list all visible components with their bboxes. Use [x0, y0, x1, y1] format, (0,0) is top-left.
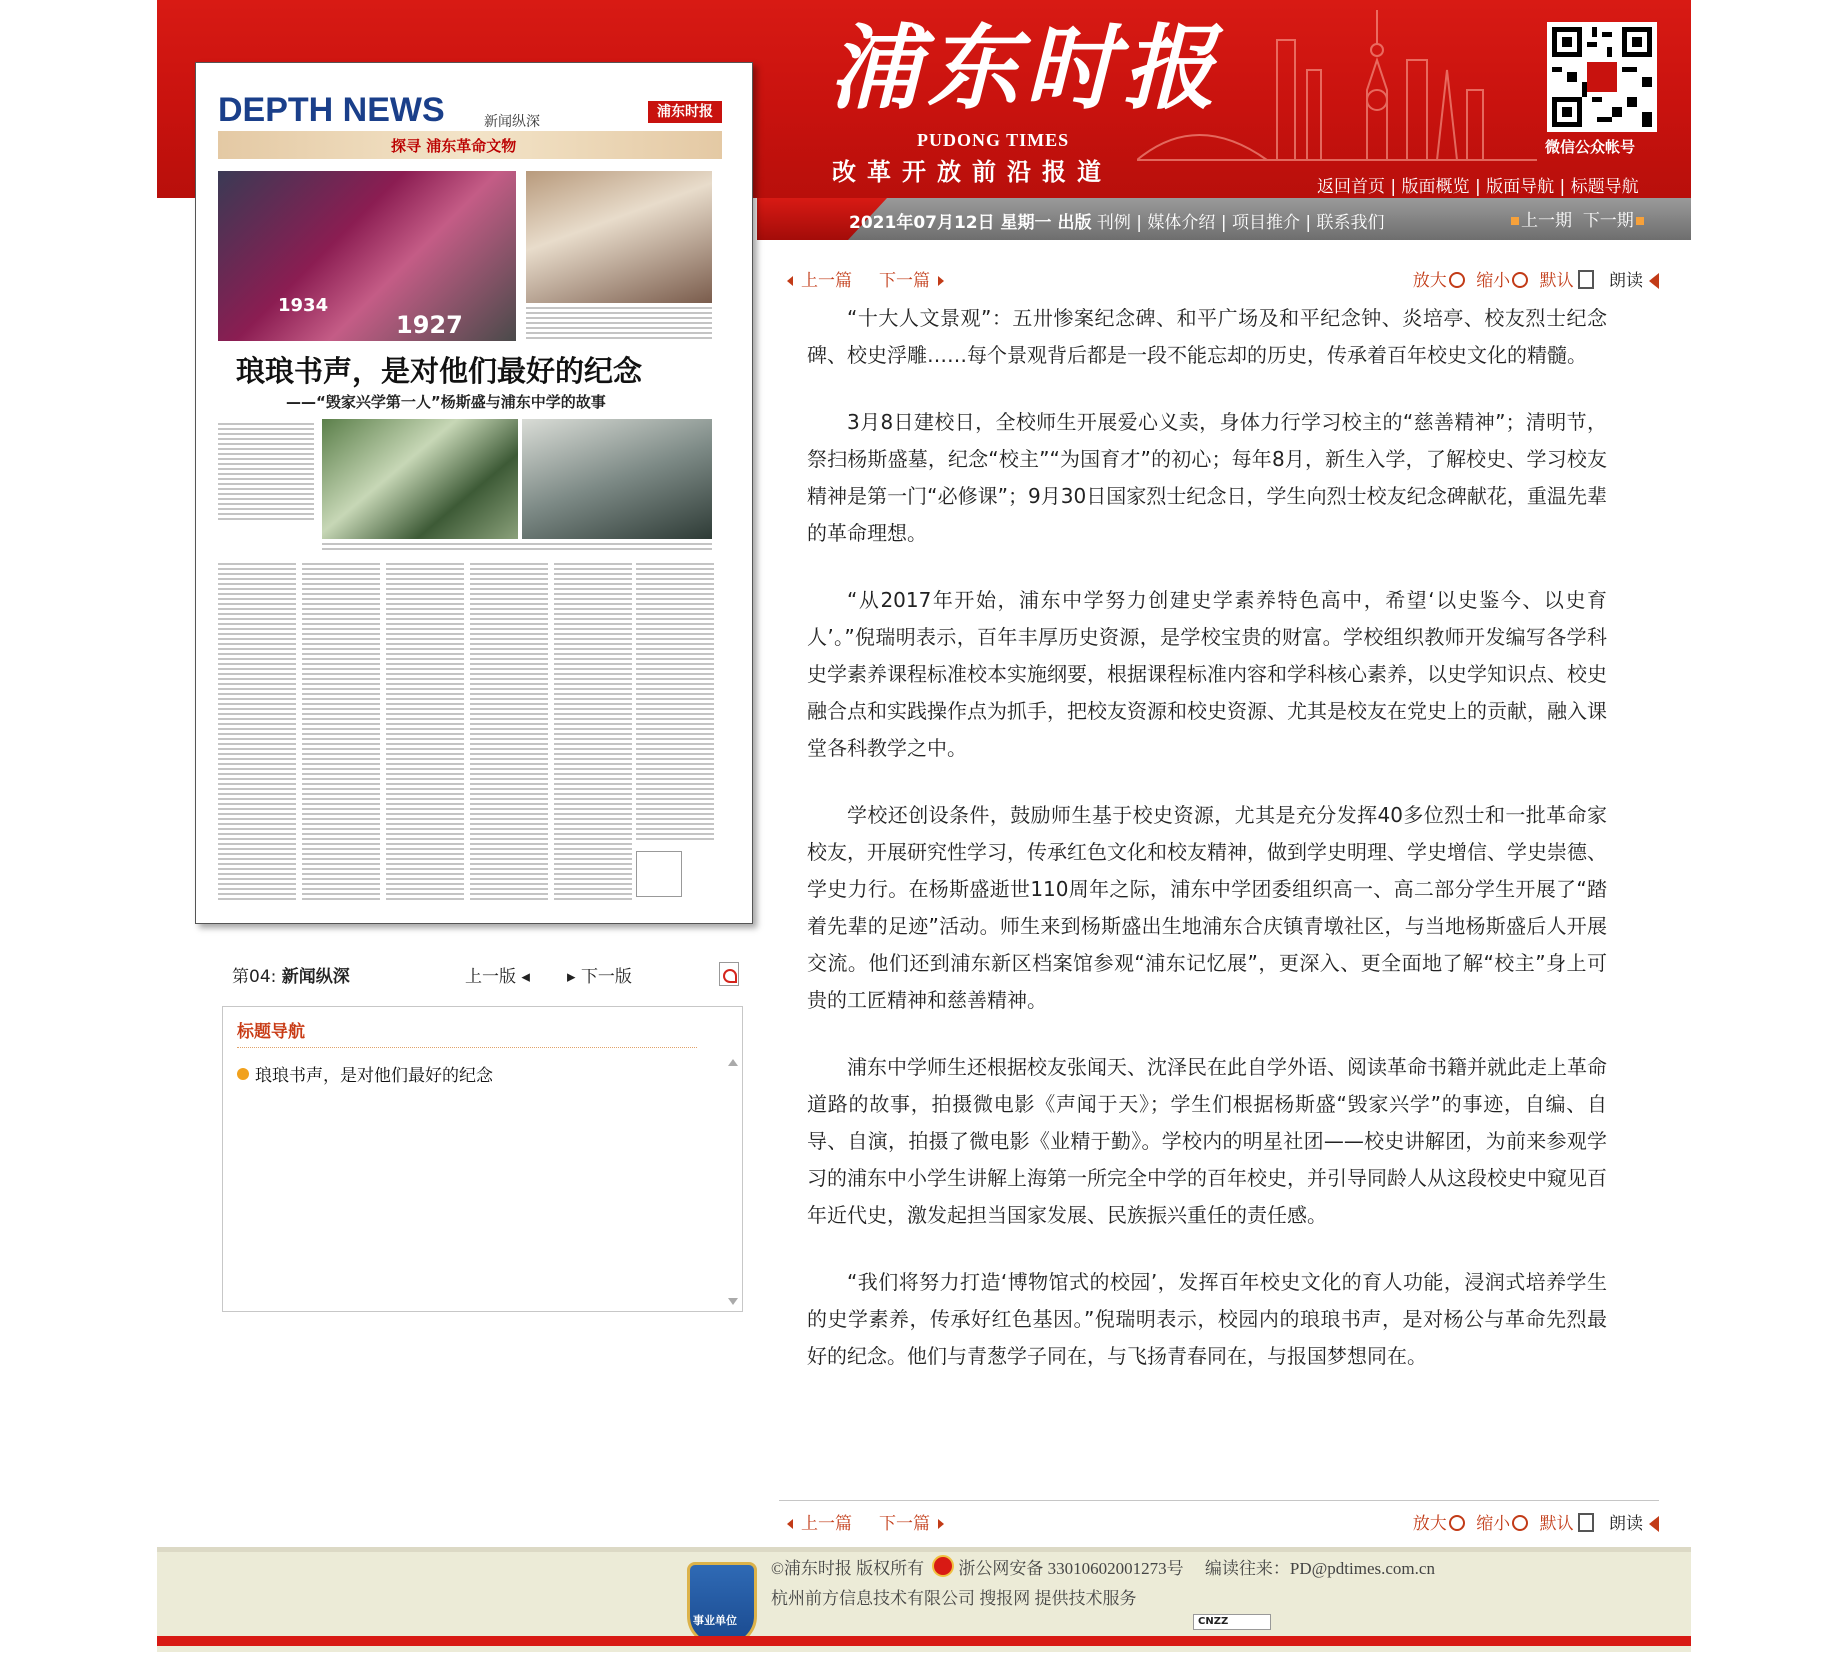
newspaper-caption — [526, 307, 712, 339]
site-tagline: 改革开放前沿报道 — [832, 158, 1112, 186]
edition-label — [232, 962, 350, 987]
article-paragraph: “我们将努力打造‘博物馆式的校园’，发挥百年校史文化的育人功能，浸润式培养学生的史学素养，传承好红色基因。”倪瑞明表示，校园内的琅琅书声，是对杨公与革命先烈最好的纪念。他们与青葱学子同在，与飞扬青春同在，与报国梦想同在。 — [807, 1270, 1607, 1368]
article-toolbar-bottom — [779, 1500, 1659, 1535]
rate-card-link[interactable]: 刊例 — [1096, 213, 1131, 233]
newspaper-section: 新闻纵深 — [484, 114, 540, 130]
article-paragraph: 浦东中学师生还根据校友张闻天、沈泽民在此自学外语、阅读革命书籍并就此走上革命道路的故事，拍摄微电影《声闻于天》；学生们根据杨斯盛“毁家兴学”的事迹，自编、自导、自演，拍摄了微电影《业精于勤》。学校内的明星社团——校史讲解团，为前来参观学习的浦东中小学生讲解上海第一所完全中学的百年校史，并引导同龄人从这段校史中窥见百年近代史，激发起担当国家发展、民族振兴重任的责任感。 — [807, 1055, 1607, 1227]
newspaper-brand: 浦东时报 — [648, 101, 722, 123]
article-tools — [1413, 266, 1659, 291]
scroll-up-icon[interactable] — [728, 1059, 738, 1066]
default-size-button[interactable] — [1540, 271, 1604, 291]
prev-article-label: 上一篇 — [801, 271, 852, 291]
zoom-out-icon — [1512, 272, 1528, 288]
zoom-out-icon — [1512, 1515, 1528, 1531]
newspaper-photo-students — [526, 171, 712, 303]
media-intro-link[interactable]: 媒体介绍 — [1147, 213, 1216, 233]
newspaper-banner-text: 探寻 浦东革命文物 — [391, 137, 517, 155]
prev-article-link[interactable] — [787, 1509, 852, 1534]
newspaper-caption — [322, 543, 712, 553]
wechat-qr-code — [1547, 22, 1657, 132]
default-size-button[interactable] — [1540, 1514, 1604, 1534]
next-edition-label: 下一版 — [580, 967, 632, 987]
prev-article-label: 上一篇 — [801, 1514, 852, 1534]
newspaper-subhead: ——“毁家兴学第一人”杨斯盛与浦东中学的故事 — [286, 393, 606, 411]
article-paragraph: “从2017年开始，浦东中学努力创建史学素养特色高中，希望‘以史鉴今、以史育人’。”倪瑞明表示，百年丰厚历史资源，是学校宝贵的财富。学校组织教师开发编写各学科史学素养课程标准校本实施纲要，根据课程标准内容和学科核心素养，以史学知识点、校史融合点和实践操作点为抓手，把校友资源和校史资源、尤其是校友在党史上的贡献，融入课堂各科教学之中。 — [807, 588, 1607, 760]
dateline: 2021年07月12日 星期一 出版 刊例 | 媒体介绍 | 项目推介 | 联系我们 — [849, 213, 1385, 233]
site-logo: 浦东时报 — [829, 14, 1222, 122]
default-size-label: 默认 — [1539, 1514, 1574, 1534]
next-article-label: 下一篇 — [879, 1514, 930, 1534]
default-size-label: 默认 — [1539, 271, 1574, 291]
issue-nav — [1509, 206, 1646, 231]
nav-page-nav-link[interactable]: 版面导航 — [1486, 177, 1555, 197]
title-nav-panel — [222, 1006, 743, 1312]
document-icon — [1578, 270, 1594, 289]
nav-home-link[interactable]: 返回首页 — [1317, 177, 1385, 197]
zoom-in-icon — [1449, 272, 1465, 288]
newspaper-qr-code — [636, 851, 682, 897]
badge-label: 事业单位 — [693, 1614, 737, 1627]
zoom-in-label: 放大 — [1412, 1514, 1447, 1534]
arrow-left-icon — [787, 276, 793, 286]
photo-caption-year: 1927 — [396, 311, 463, 339]
read-aloud-label: 朗读 — [1609, 271, 1643, 291]
newspaper-photo-garden — [322, 419, 518, 539]
title-nav-heading: 标题导航 — [237, 1022, 305, 1042]
square-bullet-icon — [1636, 217, 1644, 225]
issue-date: 2021年07月12日 星期一 出版 — [849, 213, 1092, 233]
article-toolbar-top — [779, 262, 1659, 296]
zoom-in-button[interactable] — [1413, 1514, 1471, 1534]
nav-overview-link[interactable]: 版面概览 — [1401, 177, 1470, 197]
zoom-out-label: 缩小 — [1476, 1514, 1511, 1534]
next-edition-link[interactable]: ▸ 下一版 — [567, 967, 632, 987]
newspaper-depth-title: DEPTH NEWS — [218, 91, 445, 129]
icp-link[interactable]: 浙公网安备 33010602001273号 — [958, 1559, 1184, 1578]
newspaper-photo-building — [522, 419, 712, 539]
read-aloud-button[interactable] — [1609, 271, 1659, 291]
prev-edition-link[interactable]: 上一版 ◂ — [465, 967, 530, 987]
next-issue-link[interactable]: 下一期 — [1582, 211, 1634, 231]
title-nav-item-label: 琅琅书声，是对他们最好的纪念 — [255, 1066, 493, 1086]
cnzz-stats-badge[interactable]: CNZZ — [1193, 1614, 1271, 1630]
project-link[interactable]: 项目推介 — [1231, 213, 1300, 233]
nav-title-nav-link[interactable]: 标题导航 — [1570, 177, 1639, 197]
pdf-download-icon[interactable] — [719, 962, 739, 986]
bullet-icon — [237, 1068, 249, 1080]
newspaper-text-column — [218, 563, 296, 903]
article-body — [807, 300, 1607, 1405]
qr-label: 微信公众帐号 — [1545, 138, 1636, 156]
article-paragraph: 学校还创设条件，鼓励师生基于校史资源，尤其是充分发挥40多位烈士和一批革命家校友，开展研究性学习，传承红色文化和校友精神，做到学史明理、学史增信、学史崇德、学史力行。在杨斯盛逝世110周年之际，浦东中学团委组织高一、高二部分学生开展了“踏着先辈的足迹”活动。师生来到杨斯盛出生地浦东合庆镇青墩社区，与当地杨斯盛后人开展交流。他们还到浦东新区档案馆参观“浦东记忆展”，更深入、更全面地了解“校主”身上可贵的工匠精神和慈善精神。 — [807, 803, 1607, 1012]
top-nav: 返回首页 | 版面概览 | 版面导航 | 标题导航 — [1317, 177, 1639, 197]
article-tools — [1413, 1509, 1659, 1534]
zoom-out-button[interactable] — [1476, 271, 1534, 291]
prev-edition-label: 上一版 — [465, 967, 516, 987]
scroll-down-icon[interactable] — [728, 1298, 738, 1305]
zoom-in-icon — [1449, 1515, 1465, 1531]
newspaper-photo-exhibit — [218, 171, 516, 341]
newspaper-page-thumbnail[interactable] — [195, 62, 753, 924]
contact-link[interactable]: 联系我们 — [1316, 213, 1385, 233]
read-aloud-label: 朗读 — [1609, 1514, 1643, 1534]
next-article-link[interactable] — [879, 266, 944, 291]
arrow-right-icon — [938, 1519, 944, 1529]
newspaper-text-column — [218, 423, 314, 523]
document-icon — [1578, 1513, 1594, 1532]
newspaper-text-column — [554, 563, 632, 903]
read-aloud-button[interactable] — [1609, 1514, 1659, 1534]
public-institution-badge[interactable] — [687, 1562, 757, 1646]
contact-email[interactable]: 编读往来：PD@pdtimes.com.cn — [1204, 1559, 1435, 1578]
next-article-link[interactable] — [879, 1509, 944, 1534]
arrow-right-icon — [938, 276, 944, 286]
newspaper-text-column — [636, 563, 714, 843]
tech-support-line[interactable]: 杭州前方信息技术有限公司 搜报网 提供技术服务 — [771, 1589, 1137, 1608]
zoom-out-label: 缩小 — [1476, 271, 1511, 291]
speaker-icon — [1649, 1516, 1659, 1532]
page — [157, 0, 1691, 1659]
next-article-label: 下一篇 — [879, 271, 930, 291]
photo-caption-year: 1934 — [278, 295, 329, 316]
speaker-icon — [1649, 273, 1659, 289]
site-logo-english: PUDONG TIMES — [917, 130, 1070, 150]
prev-issue-link[interactable]: 上一期 — [1521, 211, 1572, 231]
prev-article-link[interactable] — [787, 266, 852, 291]
divider — [237, 1047, 697, 1048]
scrollbar[interactable] — [726, 1057, 740, 1309]
copyright-text: ©浦东时报 版权所有 — [771, 1559, 925, 1578]
zoom-in-label: 放大 — [1412, 271, 1447, 291]
copyright-line — [771, 1554, 1435, 1579]
square-bullet-icon — [1511, 217, 1519, 225]
zoom-in-button[interactable] — [1413, 271, 1471, 291]
zoom-out-button[interactable] — [1476, 1514, 1534, 1534]
newspaper-text-column — [302, 563, 380, 903]
newspaper-text-column — [386, 563, 464, 903]
article-paragraph: “十大人文景观”：五卅惨案纪念碑、和平广场及和平纪念钟、炎培亭、校友烈士纪念碑、校史浮雕……每个景观背后都是一段不能忘却的历史，传承着百年校史文化的精髓。 — [807, 306, 1607, 367]
edition-name: 新闻纵深 — [281, 967, 350, 987]
newspaper-headline: 琅琅书声，是对他们最好的纪念 — [236, 354, 643, 388]
title-nav-item[interactable] — [237, 1061, 493, 1086]
footer-red-bar — [157, 1636, 1691, 1646]
police-badge-icon[interactable] — [932, 1555, 954, 1577]
article-paragraph: 3月8日建校日，全校师生开展爱心义卖，身体力行学习校主的“慈善精神”；清明节，祭扫杨斯盛墓，纪念“校主”“为国育才”的初心；每年8月，新生入学，了解校史、学习校友精神是第一门“必修课”；9月30日国家烈士纪念日，学生向烈士校友纪念碑献花，重温先辈的革命理想。 — [807, 410, 1607, 545]
newspaper-text-column — [470, 563, 548, 903]
edition-number: 第04: — [232, 967, 277, 987]
arrow-left-icon — [787, 1519, 793, 1529]
